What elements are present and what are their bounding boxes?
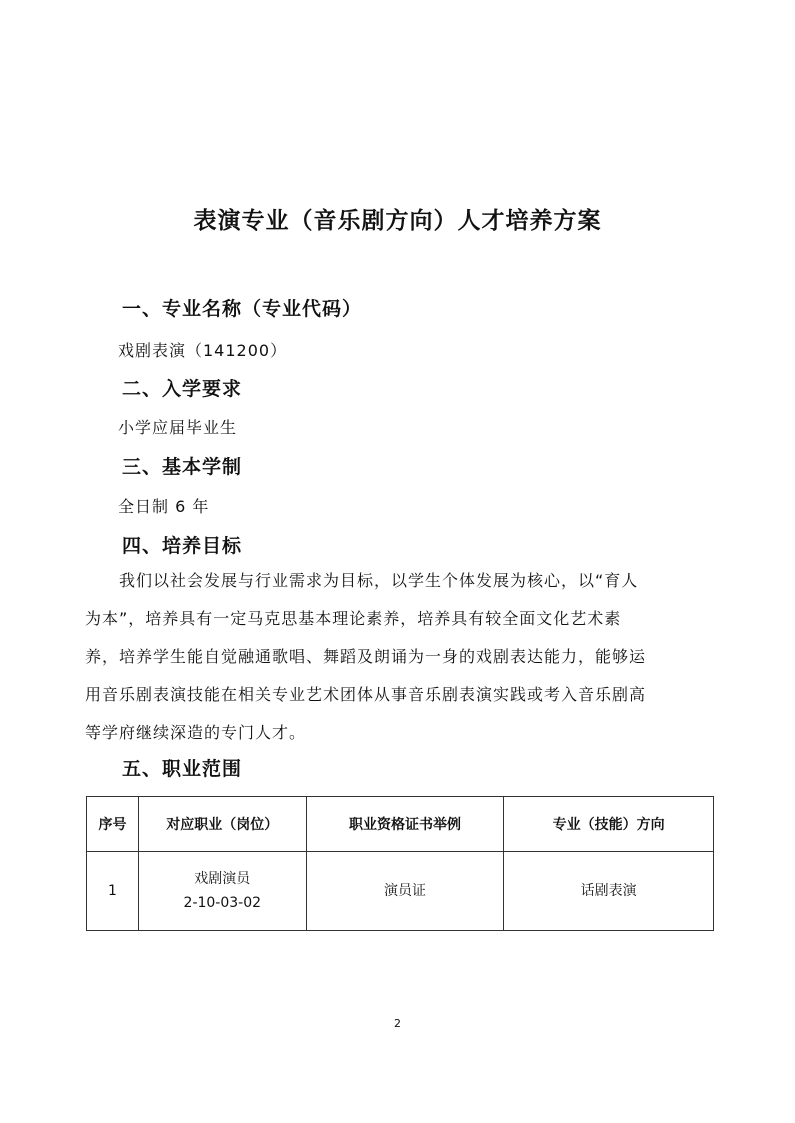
objective-line: 养，培养学生能自觉融通歌唱、舞蹈及朗诵为一身的戏剧表达能力，能够运 [85,647,647,666]
career-table [86,796,714,931]
page-number: 2 [394,1017,401,1030]
section-heading-duration: 三、基本学制 [122,456,243,478]
objective-paragraph [85,562,710,752]
cell-direction: 话剧表演 [504,852,714,931]
table-header-row [87,797,714,852]
objective-line: 我们以社会发展与行业需求为目标，以学生个体发展为核心，以“育人 [119,571,639,590]
header-cell-job: 对应职业（岗位） [138,797,306,852]
table-row [87,852,714,931]
cell-job-code: 2-10-03-02 [183,895,262,911]
header-cell-certificate: 职业资格证书举例 [306,797,504,852]
header-cell-direction: 专业（技能）方向 [504,797,714,852]
section-body-duration: 全日制 6 年 [118,497,210,516]
cell-number: 1 [87,852,139,931]
cell-certificate: 演员证 [306,852,504,931]
section-heading-admission: 二、入学要求 [122,378,243,400]
cell-job-name: 戏剧演员 [194,871,251,887]
section-heading-career-scope: 五、职业范围 [122,758,243,780]
document-title: 表演专业（音乐剧方向）人才培养方案 [193,208,602,234]
cell-job [138,852,306,931]
objective-line: 为本”，培养具有一定马克思基本理论素养，培养具有较全面文化艺术素 [85,609,622,628]
section-heading-objective: 四、培养目标 [122,535,243,557]
objective-line: 用音乐剧表演技能在相关专业艺术团体从事音乐剧表演实践或考入音乐剧高 [85,685,647,704]
objective-line: 等学府继续深造的专门人才。 [85,723,307,742]
header-cell-number: 序号 [87,797,139,852]
section-body-major-name: 戏剧表演（141200） [118,341,288,360]
section-body-admission: 小学应届毕业生 [118,418,238,437]
section-heading-major-name: 一、专业名称（专业代码） [122,298,363,320]
